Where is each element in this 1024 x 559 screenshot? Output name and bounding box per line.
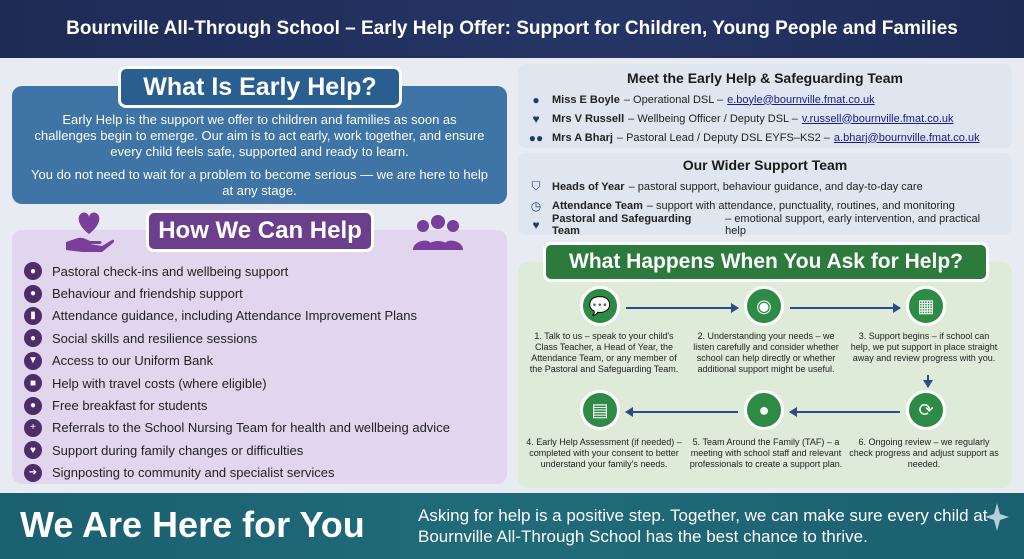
arrow-down-icon <box>927 375 929 387</box>
speech-bubble-icon: 💬 <box>580 286 620 326</box>
what-happens-heading: What Happens When You Ask for Help? <box>543 242 989 282</box>
email-link[interactable]: a.bharj@bournville.fmat.co.uk <box>833 131 980 144</box>
team-row <box>528 109 1002 128</box>
handshake-icon: ♥ <box>24 441 42 459</box>
wider-role-name: Attendance Team <box>552 199 643 212</box>
team-member-role: – Operational DSL – <box>623 93 724 106</box>
team-member-name: Mrs A Bharj <box>552 131 613 144</box>
signpost-icon: ➜ <box>24 464 42 482</box>
list-item: ➜ Signposting to community and specialist services <box>24 462 507 484</box>
sparkle-icon <box>985 503 1009 531</box>
chart-icon: ▮ <box>24 307 42 325</box>
wider-title: Our Wider Support Team <box>682 157 848 173</box>
heart-hand-icon: ♥ <box>532 217 540 232</box>
team-member-name: Miss E Boyle <box>552 93 620 106</box>
group-icon: ●● <box>528 130 544 145</box>
list-item: ♥ Support during family changes or difficulties <box>24 439 507 461</box>
team-title: Meet the Early Help & Safeguarding Team <box>627 70 903 86</box>
wider-role-name: Pastoral and Safeguarding Team <box>552 212 692 237</box>
list-item: + Referrals to the School Nursing Team for health and wellbeing advice <box>24 417 507 439</box>
chat-icon: ● <box>24 262 42 280</box>
shield-icon: ⛉ <box>531 179 541 193</box>
list-item: ■ Help with travel costs (where eligible) <box>24 372 507 394</box>
team-panel <box>518 64 1012 148</box>
team-row <box>528 90 1002 109</box>
team-member-role: – Wellbeing Officer / Deputy DSL – <box>628 112 798 125</box>
footer-title: We Are Here for You <box>20 504 365 545</box>
list-item: ● Free breakfast for students <box>24 394 507 416</box>
wider-support-panel <box>518 153 1012 235</box>
step-1-text: 1. Talk to us – speak to your child's Class Teacher, a Head of Year, the Attendance Team, or any member of the Pastoral and Safeguarding Team. <box>529 331 679 374</box>
clock-icon: ◷ <box>530 198 542 213</box>
step-6-text: 6. Ongoing review – we regularly check progress and adjust support as needed. <box>849 437 999 469</box>
step-5-text: 5. Team Around the Family (TAF) – a meeting with school staff and relevant professionals to create a support plan. <box>689 437 843 469</box>
arrow-right-icon <box>626 307 738 309</box>
list-item: ▮ Attendance guidance, including Attendance Improvement Plans <box>24 305 507 327</box>
how-we-can-help-heading: How We Can Help <box>146 210 374 252</box>
people-group-icon <box>412 212 464 252</box>
wider-role-desc: – pastoral support, behaviour guidance, and day-to-day care <box>628 180 923 193</box>
arrow-left-icon <box>626 411 738 413</box>
document-icon: ▤ <box>580 390 620 430</box>
ear-icon: ◉ <box>744 286 784 326</box>
page-title: Bournville All-Through School – Early Help Offer: Support for Children, Young People and Families <box>66 18 958 39</box>
step-3-text: 3. Support begins – if school can help, we put support in place straight away and review progress with you. <box>850 331 998 363</box>
step-4-text: 4. Early Help Assessment (if needed) – completed with your consent to better understand your family's needs. <box>526 437 682 469</box>
bus-icon: ■ <box>24 374 42 392</box>
email-link[interactable]: e.boyle@bournville.fmat.co.uk <box>727 93 875 106</box>
wider-role-name: Heads of Year <box>552 180 625 193</box>
team-row <box>528 212 1002 237</box>
how-we-can-help-panel <box>12 230 507 484</box>
step-2-text: 2. Understanding your needs – we listen carefully and consider whether school can help directly or whether additional support might be useful. <box>693 331 839 374</box>
medical-icon: + <box>24 419 42 437</box>
people-icon: ● <box>24 285 42 303</box>
list-item: ● Behaviour and friendship support <box>24 282 507 304</box>
shirt-icon: ▼ <box>24 352 42 370</box>
list-item: ● Pastoral check-ins and wellbeing support <box>24 260 507 282</box>
list-item: ▼ Access to our Uniform Bank <box>24 350 507 372</box>
team-meeting-icon: ● <box>744 390 784 430</box>
calendar-icon: ▦ <box>906 286 946 326</box>
email-link[interactable]: v.russell@bournville.fmat.co.uk <box>801 112 954 125</box>
person-icon: ● <box>532 92 540 107</box>
team-row <box>528 177 1002 196</box>
arrow-right-icon <box>790 307 900 309</box>
what-paragraph-1: Early Help is the support we offer to children and families as soon as challenges begin to emerge. Our aim is to act early, work together, and ensure every child feels safe, supported and ready to learn. <box>34 112 485 159</box>
group-icon: ● <box>24 329 42 347</box>
arrow-left-icon <box>790 411 900 413</box>
what-paragraph-2: You do not need to wait for a problem to become serious — we are here to help at any stage. <box>31 167 488 198</box>
refresh-icon: ⟳ <box>906 390 946 430</box>
how-list <box>24 260 507 484</box>
list-item: ● Social skills and resilience sessions <box>24 327 507 349</box>
team-row <box>528 128 1002 147</box>
footer-text: Asking for help is a positive step. Together, we can make sure every child at Bournville All-Through School has the best chance to thrive. <box>418 506 988 546</box>
page-header <box>0 0 1024 58</box>
apple-icon: ● <box>24 397 42 415</box>
footer-banner <box>0 493 1024 559</box>
what-is-early-help-heading: What Is Early Help? <box>118 66 402 108</box>
heart-hand-icon <box>62 208 116 256</box>
team-member-name: Mrs V Russell <box>552 112 625 125</box>
wider-role-desc: – emotional support, early intervention, and practical help <box>725 212 981 237</box>
team-member-role: – Pastoral Lead / Deputy DSL EYFS–KS2 – <box>616 131 830 144</box>
wider-role-desc: – support with attendance, punctuality, routines, and monitoring <box>646 199 955 212</box>
heart-icon: ♥ <box>532 111 540 126</box>
